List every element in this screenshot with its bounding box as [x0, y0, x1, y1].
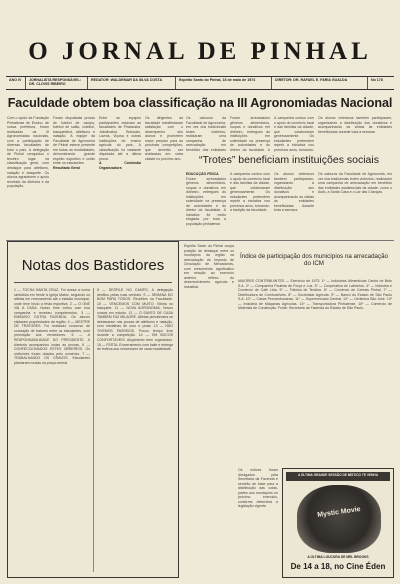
director: DIRETOR: DR. RAFAEL E. FARIA GUALDA: [272, 77, 368, 89]
article-column-3-text: Entre as equipes participantes estavam as faculdades de Piracicaba, Jaboticabal, Botucatu, Lavras, Viçosa e outras instituições de ensino agrícola do país. A classificação foi bastante disputada até a última prova.: [99, 116, 141, 161]
indices-headline: Índice de participação dos municípios na arrecadação do ICM: [240, 253, 388, 268]
notas-bastidores-title: Notas dos Bastidores: [21, 257, 165, 274]
article-column-3: [99, 116, 141, 240]
ad-poster-illustration: [297, 485, 381, 553]
notas-column-left: 1 — TOCHA SANTA CRUZ. Foi acesa a tocha simbólica em frente à Igreja Matriz, seguindo os atletas em revezamento até o estádio municipal, onde teve início a festa esportiva. 2 — O ONE VAI A CASA. Nosso time voltou com boa campanha e recebeu cumprimentos. 3 — EMBAIXO OUTRA FAZENDA. Os alunos visitaram propriedades da região. 4 — MESTRE DE TRATORES. Foi realizado concurso de condução de tratores entre os estudantes, com premiação aos vencedores. 5 — A RESPONSABILIDADE DO PRESIDENTE. A diretoria acompanhou todas as provas. 6 — CONFECCIONADOS ESTES OBREIROS. Os uniformes foram doados pelo comércio. 7 — TRABALHANDO OS CRAVOS. Estudantes plantaram mudas na praça central.: [14, 288, 90, 365]
article-column-4: Os dirigentes da faculdade manifestaram satisfação com o desempenho dos alunos e prometem maior preparo para as próximas competições, que deverão ser realizadas em outra cidade no próximo ano.: [145, 116, 183, 161]
article-column-5-subhead: EDUCAÇÃO FÍSICA: [186, 172, 219, 176]
newspaper-masthead: O JORNAL DE PINHAL: [28, 38, 372, 65]
article-column-1: Com o apoio da Fundação Pinhalense de Ensino, de nossa prefeitura, foram realizadas as III Agronomiadas nacionais, com a participação de diversas faculdades de todo o país. A delegação de Pinhal conquistou o terceiro lugar na classificação geral, com destaque para atletismo, natação e basquete. Os alunos agradecem o apoio recebido da diretoria e da população.: [7, 116, 49, 189]
issue-number: No 178: [371, 78, 383, 82]
masthead-info-bar: [6, 76, 394, 90]
indices-bottom-column: Os índices foram divulgados pela Secretaria da Fazenda e servirão de base para a distribuição das cotas-partes aos municípios no próximo exercício, conforme determina a legislação vigente.: [238, 468, 278, 509]
article-column-5: [186, 172, 226, 238]
ad-movie-title: Mystic Movie: [316, 506, 362, 519]
issue-date: Espírito Santo do Pinhal, 18 de maio de 1974: [176, 77, 272, 89]
responsible-journalist: JORNALISTA RESPONSÁVEL: DR. CLOVIS RIBEIRO: [26, 77, 88, 89]
cinema-advertisement: [282, 468, 394, 578]
article-column-2-subhead: Resultado Geral: [53, 166, 80, 171]
article-column-7: Os alunos veteranos também participaram, organizando a distribuição dos donativos e acompanhando as visitas às entidades beneficiadas durante toda a semana.: [274, 172, 314, 213]
article-column-2: [53, 116, 95, 240]
notas-bastidores-box: [7, 241, 179, 578]
main-headline: Faculdade obtem boa classificação na III Agronomiadas Nacional: [7, 96, 393, 110]
notas-column-divider: [93, 288, 94, 572]
article-column-8: Os calouros da Faculdade de Agronomia, em vez dos tradicionais trotes violentos, realizaram uma campanha de arrecadação em benefício das entidades assistenciais da cidade, como o Asilo, a Santa Casa e o Lar das Crianças.: [318, 172, 392, 195]
indices-side-column: Espírito Santo do Pinhal ocupa posição de destaque entre os municípios da região na arrecadação do Imposto de Circulação de Mercadorias, com crescimento significativo em relação ao exercício anterior, reflexo do desenvolvimento agrícola e industrial.: [184, 244, 234, 289]
article-column-6: A campanha contou com o apoio do comércio local e das famílias da cidade, que colaboraram generosamente. Os estudantes pretendem repetir a iniciativa nos próximos anos, tornando-a tradição da faculdade.: [230, 172, 270, 213]
article-column-5-text: Foram arrecadados gêneros alimentícios, roupas e donativos em dinheiro, entregues às instituições em solenidade na presença de autoridades e do diretor da faculdade. A iniciativa foi muito elogiada por toda a população pinhalense.: [186, 176, 226, 227]
article-column-2-text: Foram disputadas provas de futebol de campo, futebol de salão, voleibol, basquetebol, atletismo e natação. A equipe da Faculdade de Agronomia de Pinhal esteve presente em todas as modalidades, demonstrando grande espírito esportivo e união entre os estudantes.: [53, 116, 95, 166]
ad-subtitle: A ÚLTIMA LOUCURA DE MEL BROOKS: [307, 555, 369, 559]
article-column-8-top: Os alunos veteranos também participaram, organizando a distribuição dos donativos e acompanhando as visitas às entidades beneficiadas durante toda a semana.: [318, 116, 392, 134]
article-column-3-subhead: A Comissão Organizadora: [99, 161, 141, 171]
ad-top-banner: A ÚLTIMA GRANDE SESSÃO DE MÍSTICO TE VENHA: [286, 472, 390, 481]
secondary-headline: “Trotes” beneficiam instituições sociais: [199, 154, 379, 166]
indices-list: MAIORES CONTRIBUINTES — Exercício de 1973. 1º — Indústrias Alimentícias Carlos de Brito S.A. 2º — Companhia Paulista de Força e Luz. 3º — Cooperativa de Laticínios. 4º — Indústria e Comércio de Café Ltda. 5º — Fábrica de Tecidos. 6º — Comércio de Cereais Pinhal. 7º — Distribuidora de Combustíveis. 8º — Sociedade Agrícola. 9º — Banco do Estado de São Paulo S.A. 10º — Casas Pernambucanas. 11º — Supermercado Central. 12º — Cerâmica São José. 13º — Indústria de Máquinas Agrícolas. 14º — Transportadora Pinhalense. 15º — Comércio de Materiais de Construção. Fonte: Secretaria da Fazenda do Estado de São Paulo.: [238, 279, 392, 311]
notas-title-rule: [14, 282, 172, 283]
article-column-7-top: A campanha contou com o apoio do comércio local e das famílias da cidade, que colaboraram generosamente. Os estudantes pretendem repetir a iniciativa nos próximos anos, tornando-: [274, 116, 314, 152]
article-column-5-top: Os calouros da Faculdade de Agronomia, em vez dos tradicionais trotes violentos, realizaram uma campanha de arrecadação em benefício das entidades: [186, 116, 226, 152]
issue-year: ANO IV: [6, 77, 26, 89]
article-column-6-top: Foram arrecadados gêneros alimentícios, roupas e donativos em dinheiro, entregues às instituições em solenidade na presença de autoridades e do diretor da faculdade. A: [230, 116, 270, 152]
notas-column-right: 8 — DESFILE NO CAMPO. A delegação desfilou pelas ruas centrais. 9 — SEMANA DO BOM PARA TODOS. Reuniões na Faculdade. 10 — VENCEMOS COM MUITO. Vitória no basquete. 11 — NOVA AGRONOMIA. Novos cursos em estudo. 12 — O SANTO DE CASA TAMBÉM FAZ MILAGRE. Atletas pinhalenses se destacaram nas provas de atletismo e natação, com medalhas de ouro e prata. 13 — NÃO TIVEMOS PASSEIOS. Pouco tempo livre durante a competição. 14 — EM BOCOS CONFORTÁVEIS. Alojamento bem organizado. 15 — FESTA. Encerramento com baile e entrega de troféus aos vencedores de cada modalidade.: [97, 288, 173, 352]
ad-dates-cinema: De 14 a 18, no Cine Éden: [290, 562, 386, 571]
editor: REDATOR: WALDEMAR DA SILVA COSTA: [88, 77, 176, 89]
